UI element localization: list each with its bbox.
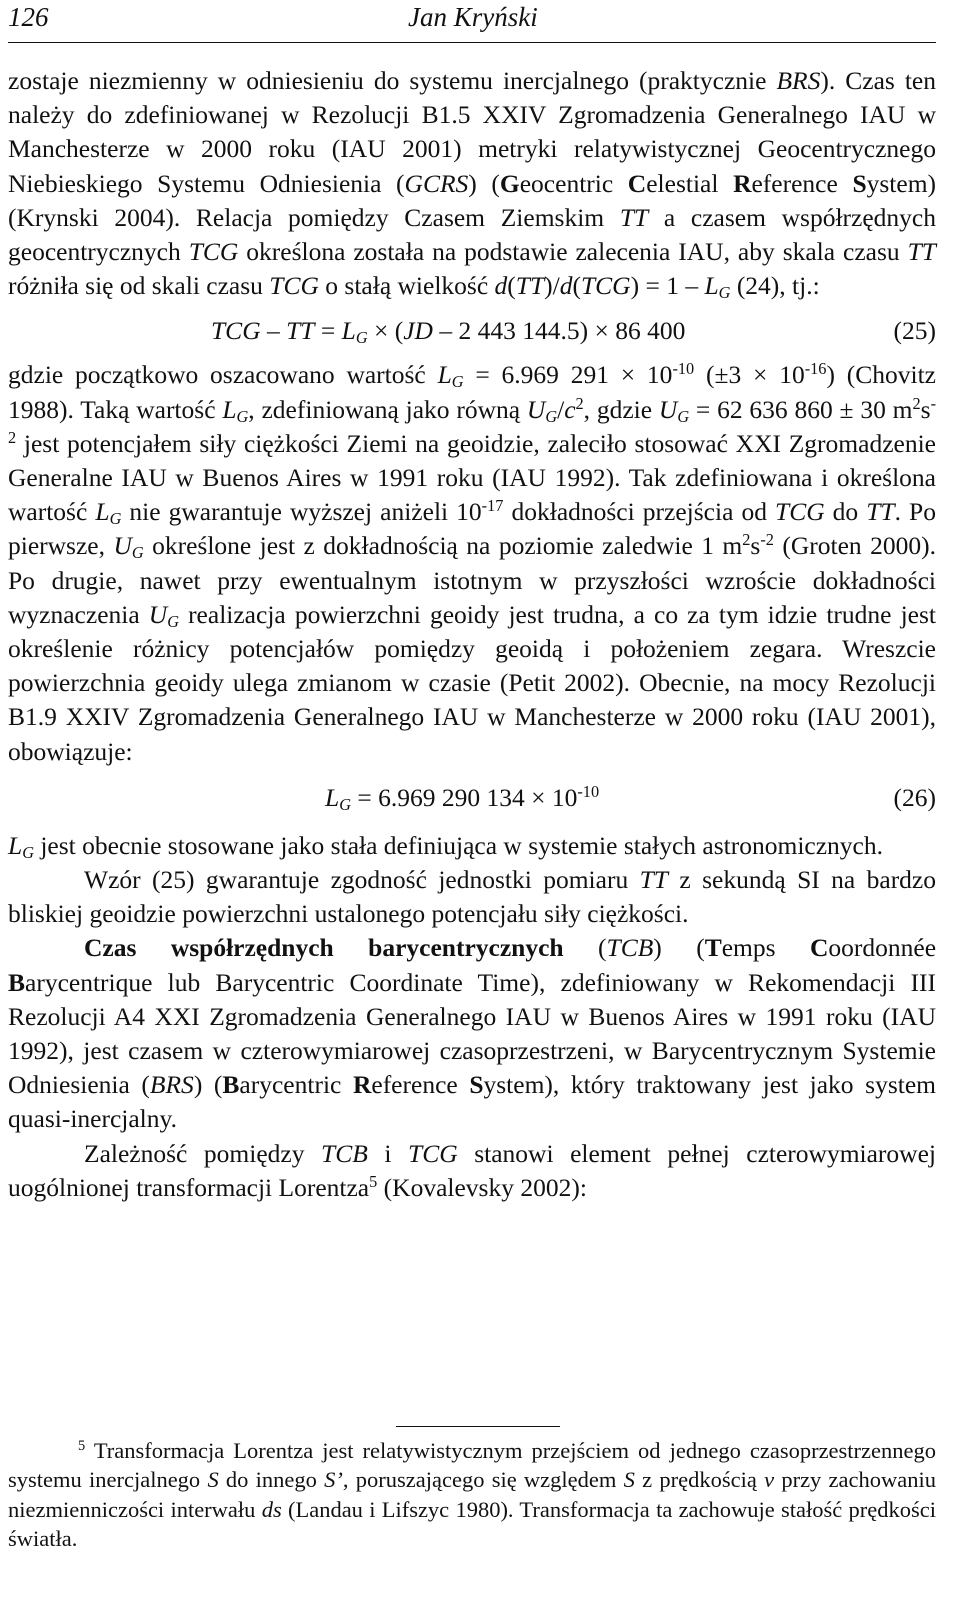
equation-expression: TCG – TT = $L_G \times (JD - 2$ 443 144.5) × 86 400 xyxy=(211,316,686,348)
equation-expression: $L_G = 6.969$ 290 $134 \times 10^{-10}$ xyxy=(325,781,600,814)
equation-number: (25) xyxy=(893,316,936,346)
equation-26 xyxy=(8,781,936,817)
page-number: 126 xyxy=(8,2,49,32)
running-head-author: Jan Kryński xyxy=(408,2,538,32)
running-header xyxy=(8,2,936,43)
paragraph-formula-25: Wzór (25) gwarantuje zgodność jednostki pomiaru TT z sekundą SI na bardzo bliskiej geoidzie powierzchni ustalonego potencjału siły ciężkości. xyxy=(8,865,936,929)
paragraph-continuation: zostaje niezmienny w odniesieniu do systemu inercjalnego (praktycznie BRS). Czas ten należy do zdefiniowanej w Rezolucji B1.5 XXIV Zgromadzenia Generalnego IAU w Manchesterze w 2000 roku (IAU 2001) metryki relatywistycznej Geocentrycznego Niebieskiego Systemu Odniesienia (GCRS) (Geocentric Celestial Reference System) (Krynski 2004). Relacja pomiędzy Czasem Ziemskim TT a czasem współrzędnych geocentrycznych TCG określona została na podstawie zalecenia IAU, aby skala czasu TT różniła się od skali czasu TCG o stałą wielkość $d(TT)/d(TCG) = 1 - L_G$ (24), tj.: xyxy=(8,66,937,303)
paragraph-lorentz: Zależność pomiędzy TCB i TCG stanowi element pełnej czterowymiarowej uogólnionej transformacji Lorentza$^5$ (Kovalevsky 2002): xyxy=(8,1138,936,1202)
footnote-rule xyxy=(396,1426,560,1427)
paragraph-lg-constant: $L_G$ jest obecnie stosowane jako stała definiująca w systemie stałych astronomicznych. xyxy=(8,830,884,862)
equation-25 xyxy=(8,314,936,350)
paragraph-tcb: Czas współrzędnych barycentrycznych (TCB) (Temps Coordonnée Barycentrique lub Barycentric Coordinate Time), zdefiniowany w Rekomendacji III Rezolucji A4 XXI Zgromadzenia Generalnego IAU w Buenos Aires w 1991 roku (IAU 1992), jest czasem w czterowymiarowej czasoprzestrzeni, w Barycentrycznym Systemie Odniesienia (BRS) (Barycentric Reference System), który traktowany jest jako system quasi-inercjalny. xyxy=(8,933,937,1134)
footnote-marker: 5 xyxy=(78,1438,86,1455)
paragraph-lg-value: gdzie początkowo oszacowano wartość $L_G = 6.969$ $291 \times 10^{-10}$ $(\pm 3 \times 10^{-16})$ (Chovitz 1988). Taką wartość $L_G$, zdefiniowaną jako równą $U_G/c^2$, gdzie $U_G = 62$ 636 860 ± 30 $m^2s^{-2}$ jest potencjałem siły ciężkości Ziemi na geoidzie, zaleciło stosować XXI Zgromadzenie Generalne IAU w Buenos Aires w 1991 roku (IAU 1992). Tak zdefiniowana i określona wartość $L_G$ nie gwarantuje wyższej aniżeli $10^{-17}$ dokładności przejścia od TCG do TT. Po pierwsze, $U_G$ określone jest z dokładnością na poziomie zaledwie 1 $m^2s^{-2}$ (Groten 2000). Po drugie, nawet przy ewentualnym istotnym w przyszłości wzroście dokładności wyznaczenia $U_G$ realizacja powierzchni geoidy jest trudna, a co za tym idzie trudne jest określenie różnicy potencjałów pomiędzy geoidą i położeniem zegara. Wreszcie powierzchnia geoidy ulega zmianom w czasie (Petit 2002). Obecnie, na mocy Rezolucji B1.9 XXIV Zgromadzenia Generalnego IAU w Manchesterze w 2000 roku (IAU 2001), obowiązuje: xyxy=(8,359,937,766)
equation-number: (26) xyxy=(893,782,936,812)
body-text xyxy=(8,64,936,1205)
footnote xyxy=(8,1436,936,1554)
footnote-text: Transformacja Lorentza jest relatywistycznym przejściem od jednego czasoprzestrzennego systemu inercjalnego S do innego S’, poruszającego się względem S z prędkością v przy zachowaniu niezmienniczości interwału ds (Landau i Lifszyc 1980). Transformacja ta zachowuje stałość prędkości światła. xyxy=(8,1438,937,1552)
